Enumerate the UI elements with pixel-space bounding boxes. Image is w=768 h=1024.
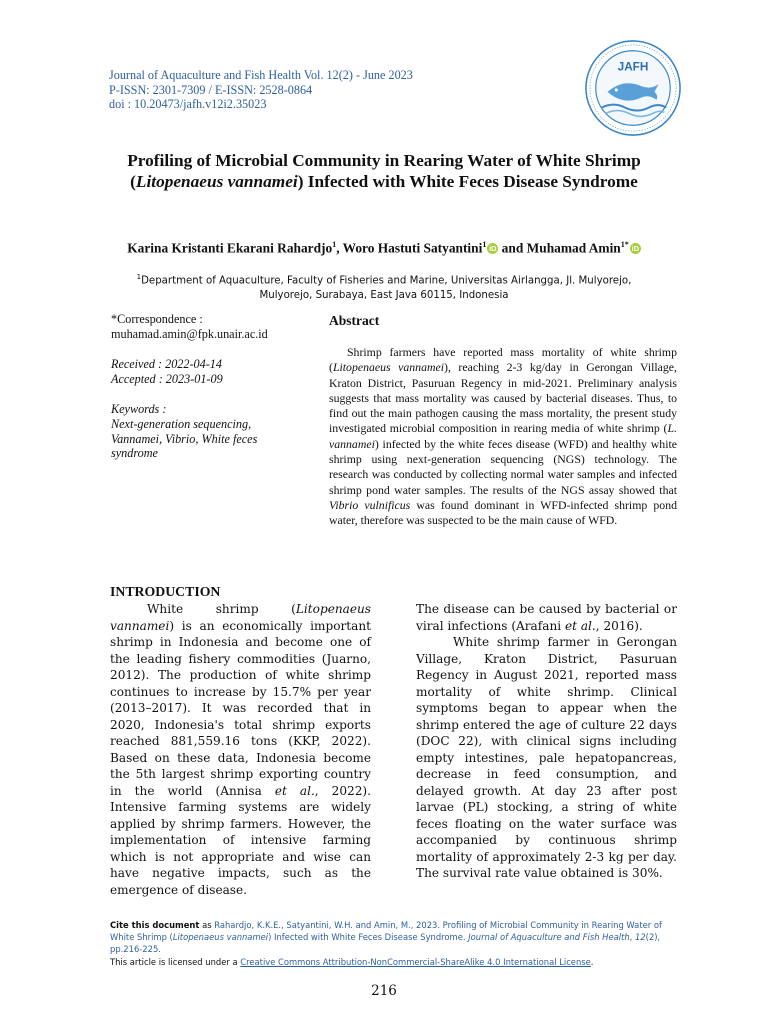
paragraph: White shrimp farmer in Gerongan Village, Kraton District, Pasuruan Regency in August 2021, reported mass mortality of white shrimp. Clinical symptoms began to appear when the shrimp entered the age of culture 22 days (DOC 22), with clinical signs including empty intestines, pale hepatopancreas, decrease in feed consumption, and delayed growth. At day 23 after post larvae (PL) stocking, a string of white feces floating on the water surface was accompanied by continuous shrimp mortality of approximately 2-3 kg per day. The survival rate value obtained is 30%. [416,635,677,880]
citation: Cite this document as Rahardjo, K.K.E., Satyantini, W.H. and Amin, M., 2023. Profiling of Microbial Community in Rearing Water of White Shrimp (Litopenaeus vannamei) Infected with White Feces Disease Syndrome. Journal of Aquaculture and Fish Health, 12(2), pp.216-225. [110,920,662,955]
keywords-list: Next-generation sequencing, Vannamei, Vibrio, White feces syndrome [111,416,258,461]
keywords [111,402,311,461]
abstract-text: Shrimp farmers have reported mass mortality of white shrimp (Litopenaeus vannamei), reaching 2-3 kg/day in Gerongan Village, Kraton District, Pasuruan Regency in mid-2021. Preliminary analysis suggests that mass mortality was caused by bacterial diseases. Thus, to find out the main pathogen causing the mass mortality, the present study investigated microbial composition in rearing media of white shrimp (L. vannamei) infected by the white feces disease (WFD) and healthy white shrimp using next-generation sequencing (NGS) technology. The research was conducted by collecting normal water samples and infected shrimp pond water samples. The results of the NGS assay showed that Vibrio vulnificus was found dominant in WFD-infected shrimp pond water, therefore was suspected to be the main cause of WFD. [329,345,677,528]
journal-name-volume: Journal of Aquaculture and Fish Health Vol. 12(2) - June 2023 [109,68,413,82]
citation-block [110,919,680,968]
correspondence-label: *Correspondence : [111,312,203,326]
license-line: This article is licensed under a Creative Commons Attribution-NonCommercial-ShareAlike 4.0 International License. [110,956,594,967]
author-list: Karina Kristanti Ekarani Rahardjo$^1$, Woro Hastuti Satyantini$^1$ iD and Muhamad Amin$^{1*}$ iD [127,240,640,256]
license-link[interactable]: Creative Commons Attribution-NonCommercial-ShareAlike 4.0 International License [240,956,591,967]
paragraph: The disease can be caused by bacterial or viral infections (Arafani et al., 2016). [416,602,677,633]
orcid-icon: iD [631,244,640,254]
abstract-heading: Abstract [329,313,380,328]
affiliation: $^1$Department of Aquaculture, Faculty of Fisheries and Marine, Universitas Airlangga, Jl. Mulyorejo, Mulyorejo, Surabaya, East Java 60115, Indonesia [136,273,632,302]
author-name: Karina Kristanti Ekarani Rahardjo [127,240,333,256]
page-number: 216 [371,983,397,999]
title-species: Litopenaeus vannamei [135,172,298,191]
body-column-right [416,601,677,882]
accepted-date: Accepted : 2023-01-09 [111,371,223,386]
orcid-icon: iD [489,244,497,254]
keywords-label: Keywords : [111,402,167,416]
body-column-left [110,601,371,898]
logo-text: JAFH [617,60,649,74]
paragraph: White shrimp (Litopenaeus vannamei) is an economically important shrimp in Indonesia and become one of the leading fishery commodities (Juarno, 2012). The production of white shrimp continues to increase by 15.7% per year (2013–2017). It was recorded that in 2020, Indonesia's total shrimp exports reached 881,559.16 tons (KKP, 2022). Based on these data, Indonesia become the 5th largest shrimp exporting country in the world (Annisa et al., 2022). Intensive farming systems are widely applied by shrimp farmers. However, the implementation of intensive farming which is not appropriate and wise can have negative impacts, such as the emergence of disease. [110,602,371,897]
correspondence-email: muhamad.amin@fpk.unair.ac.id [111,326,268,341]
author-name: Woro Hastuti Satyantini [342,240,483,256]
journal-logo [584,39,682,137]
received-date: Received : 2022-04-14 [111,357,222,371]
article-title: Profiling of Microbial Community in Rearing Water of White Shrimp (Litopenaeus vannamei) Infected with White Feces Disease Syndrome [127,151,641,191]
dates [111,357,311,387]
section-heading-introduction: INTRODUCTION [110,584,221,599]
journal-header [109,68,529,112]
correspondence [111,312,311,342]
author-name: Muhamad Amin [526,240,621,256]
journal-doi: doi : 10.20473/jafh.v12i2.35023 [109,97,267,112]
journal-issn: P-ISSN: 2301-7309 / E-ISSN: 2528-0864 [109,82,313,97]
